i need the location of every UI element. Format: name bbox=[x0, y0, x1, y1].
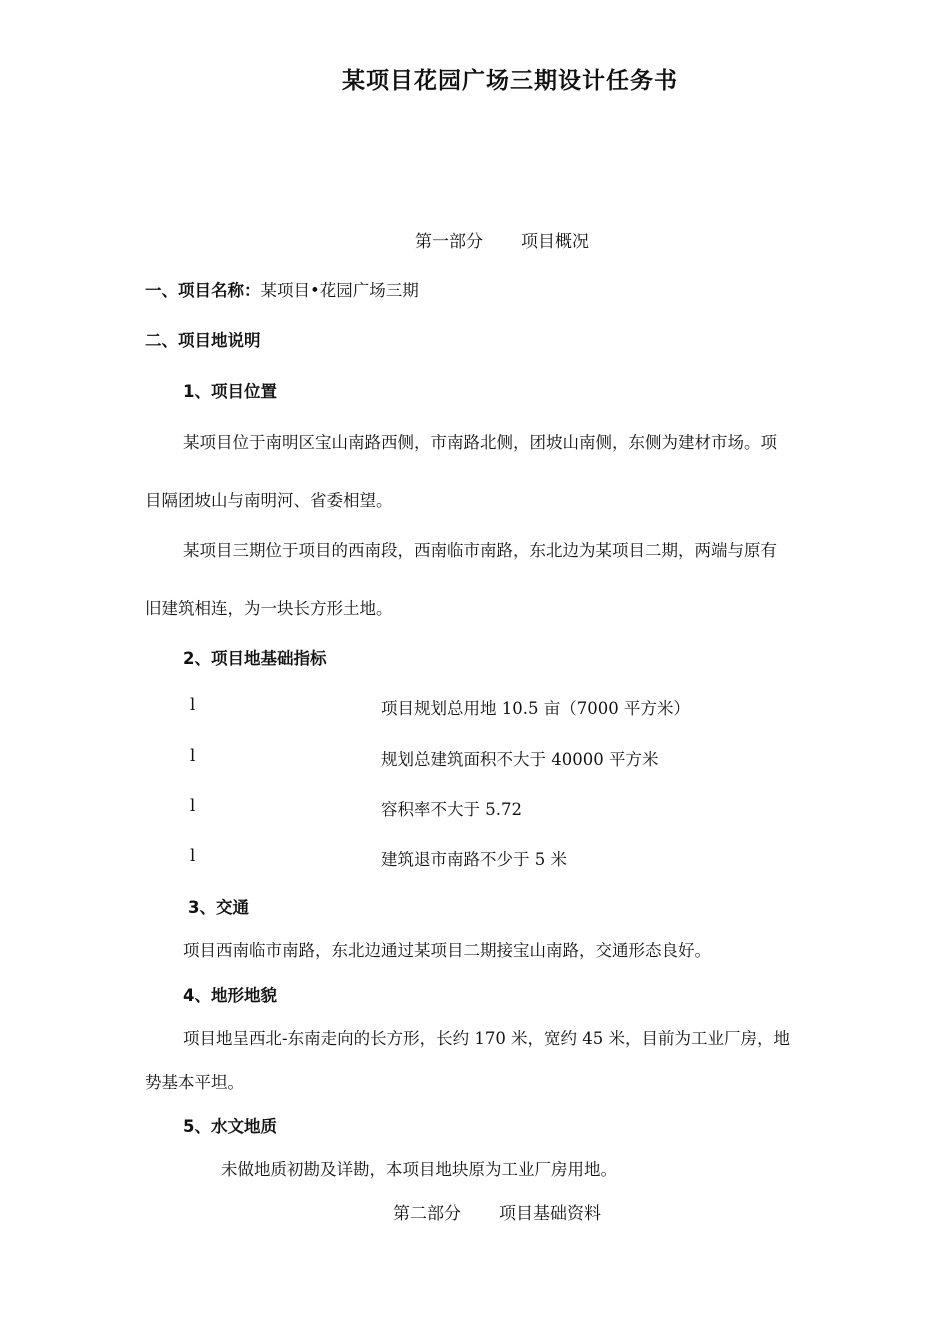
section-project-name bbox=[145, 277, 419, 301]
location-paragraph-1-line-1: 某项目位于南明区宝山南路西侧，市南路北侧，团坡山南侧，东侧为建材市场。项 bbox=[183, 433, 777, 452]
location-heading: 1、项目位置 bbox=[183, 382, 277, 401]
list-bullet: l bbox=[190, 846, 196, 865]
section-site-description-heading: 二、项目地说明 bbox=[145, 331, 261, 350]
list-item: 规划总建筑面积不大于 40000 平方米 bbox=[381, 750, 659, 769]
list-bullet: l bbox=[190, 746, 196, 765]
document-title: 某项目花园广场三期设计任务书 bbox=[342, 68, 678, 94]
location-paragraph-2-line-2: 旧建筑相连，为一块长方形土地。 bbox=[145, 599, 393, 618]
indicators-heading: 2、项目地基础指标 bbox=[183, 649, 327, 668]
hydrogeology-heading: 5、水文地质 bbox=[183, 1117, 277, 1136]
terrain-line-2: 势基本平坦。 bbox=[145, 1073, 244, 1092]
list-bullet: l bbox=[190, 796, 196, 815]
section-project-name-value: 某项目•花园广场三期 bbox=[260, 281, 419, 300]
list-item: 项目规划总用地 10.5 亩（7000 平方米） bbox=[381, 699, 690, 718]
location-paragraph-1-line-2: 目隔团坡山与南明河、省委相望。 bbox=[145, 491, 393, 510]
list-item: 建筑退市南路不少于 5 米 bbox=[381, 850, 567, 869]
hydrogeology-text: 未做地质初勘及详勘，本项目地块原为工业厂房用地。 bbox=[221, 1160, 617, 1179]
list-bullet: l bbox=[190, 695, 196, 714]
terrain-heading: 4、地形地貌 bbox=[183, 986, 277, 1005]
traffic-heading: 3、交通 bbox=[188, 898, 249, 917]
part-one-label: 第一部分 bbox=[415, 232, 483, 252]
part-one-name: 项目概况 bbox=[521, 232, 589, 252]
part-two-name: 项目基础资料 bbox=[499, 1204, 601, 1224]
part-two-label: 第二部分 bbox=[393, 1204, 461, 1224]
list-item: 容积率不大于 5.72 bbox=[381, 800, 522, 819]
location-paragraph-2-line-1: 某项目三期位于项目的西南段，西南临市南路，东北边为某项目二期，两端与原有 bbox=[183, 541, 777, 560]
traffic-text: 项目西南临市南路，东北边通过某项目二期接宝山南路，交通形态良好。 bbox=[183, 941, 711, 960]
part-two-heading bbox=[393, 1199, 601, 1224]
section-project-name-heading: 一、项目名称： bbox=[145, 281, 261, 300]
terrain-line-1: 项目地呈西北-东南走向的长方形，长约 170 米，宽约 45 米，目前为工业厂房，地 bbox=[183, 1029, 791, 1048]
part-one-heading bbox=[415, 227, 589, 252]
